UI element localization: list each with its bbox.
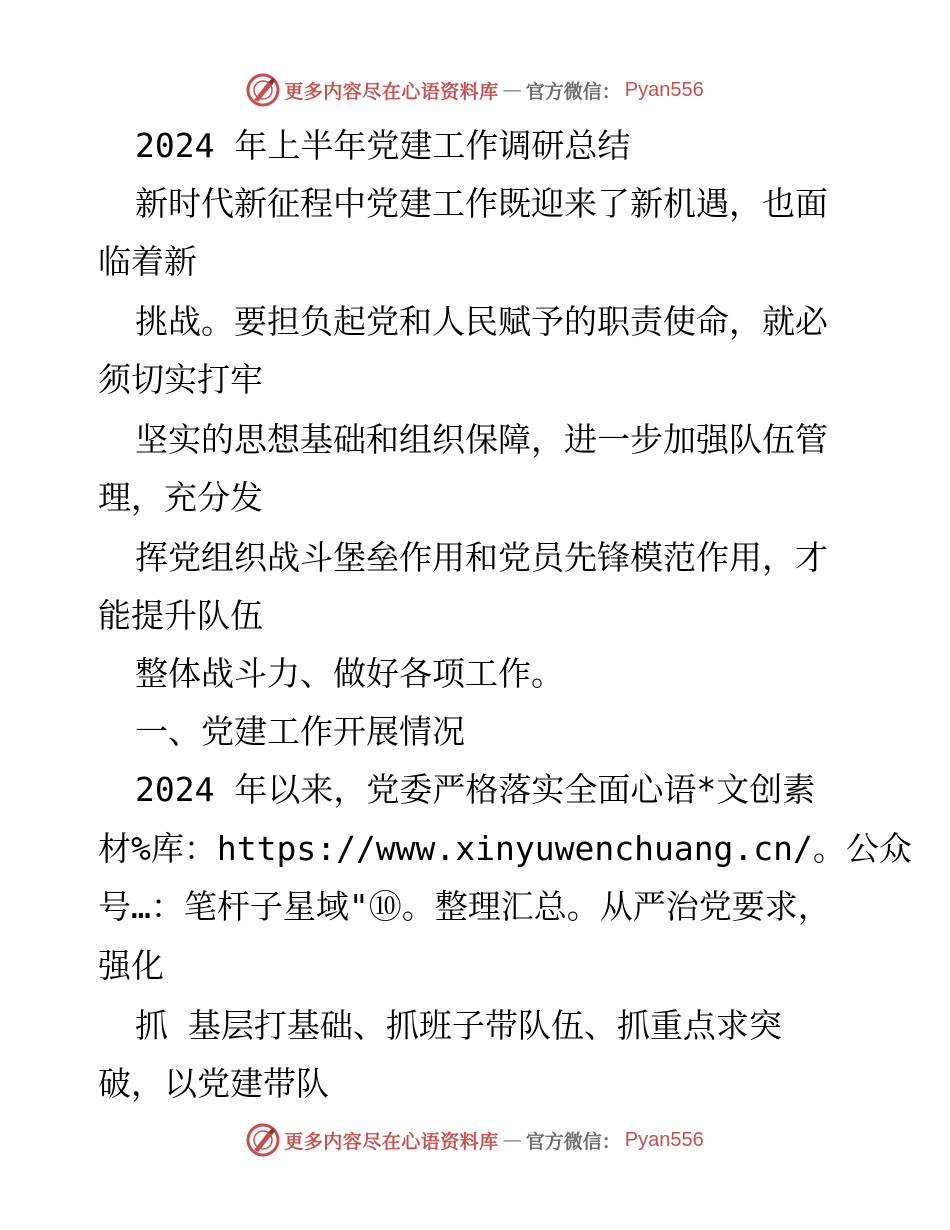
section-heading: 一、党建工作开展情况: [135, 712, 465, 751]
paragraph-line: 坚实的思想基础和组织保障，进一步加强队伍管: [135, 420, 828, 459]
paragraph-line: 强化: [98, 946, 164, 985]
footer-watermark-banner: [0, 1120, 950, 1160]
paragraph-line: 挑战。要担负起党和人民赋予的职责使命，就必: [135, 302, 828, 341]
paragraph-line: 能提升队伍: [98, 596, 263, 635]
banner-wechat-label: 官方微信：: [525, 1130, 621, 1153]
document-title: 2024 年上半年党建工作调研总结: [135, 126, 631, 165]
banner-wechat-label: 官方微信：: [525, 80, 621, 103]
banner-wechat-id: Pyan556: [624, 1128, 704, 1151]
paragraph-line: 理，充分发: [98, 478, 263, 517]
header-watermark-banner: [0, 70, 950, 110]
paragraph-line: 整体战斗力、做好各项工作。: [135, 654, 564, 693]
banner-separator: —: [502, 79, 522, 101]
banner-wechat-id: Pyan556: [624, 78, 704, 101]
paragraph-line: 须切实打牢: [98, 360, 263, 399]
quill-logo-icon: [246, 1123, 280, 1157]
banner-site-text: 更多内容尽在心语资料库: [284, 80, 499, 103]
paragraph-line: 新时代新征程中党建工作既迎来了新机遇，也面: [135, 184, 828, 223]
quill-logo-icon: [246, 73, 280, 107]
banner-separator: —: [502, 1129, 522, 1151]
paragraph-line: 挥党组织战斗堡垒作用和党员先锋模范作用，才: [135, 538, 828, 577]
paragraph-line: 抓 基层打基础、抓班子带队伍、抓重点求突: [135, 1006, 782, 1045]
banner-site-text: 更多内容尽在心语资料库: [284, 1130, 499, 1153]
paragraph-line: 材%库：https://www.xinyuwenchuang.cn/。公众: [98, 829, 912, 868]
paragraph-line: 号…：笔杆子星域"⑩。整理汇总。从严治党要求，: [98, 887, 831, 926]
paragraph-line: 破，以党建带队: [98, 1064, 329, 1103]
paragraph-line: 临着新: [98, 242, 197, 281]
paragraph-line: 2024 年以来，党委严格落实全面心语*文创素: [135, 770, 816, 809]
